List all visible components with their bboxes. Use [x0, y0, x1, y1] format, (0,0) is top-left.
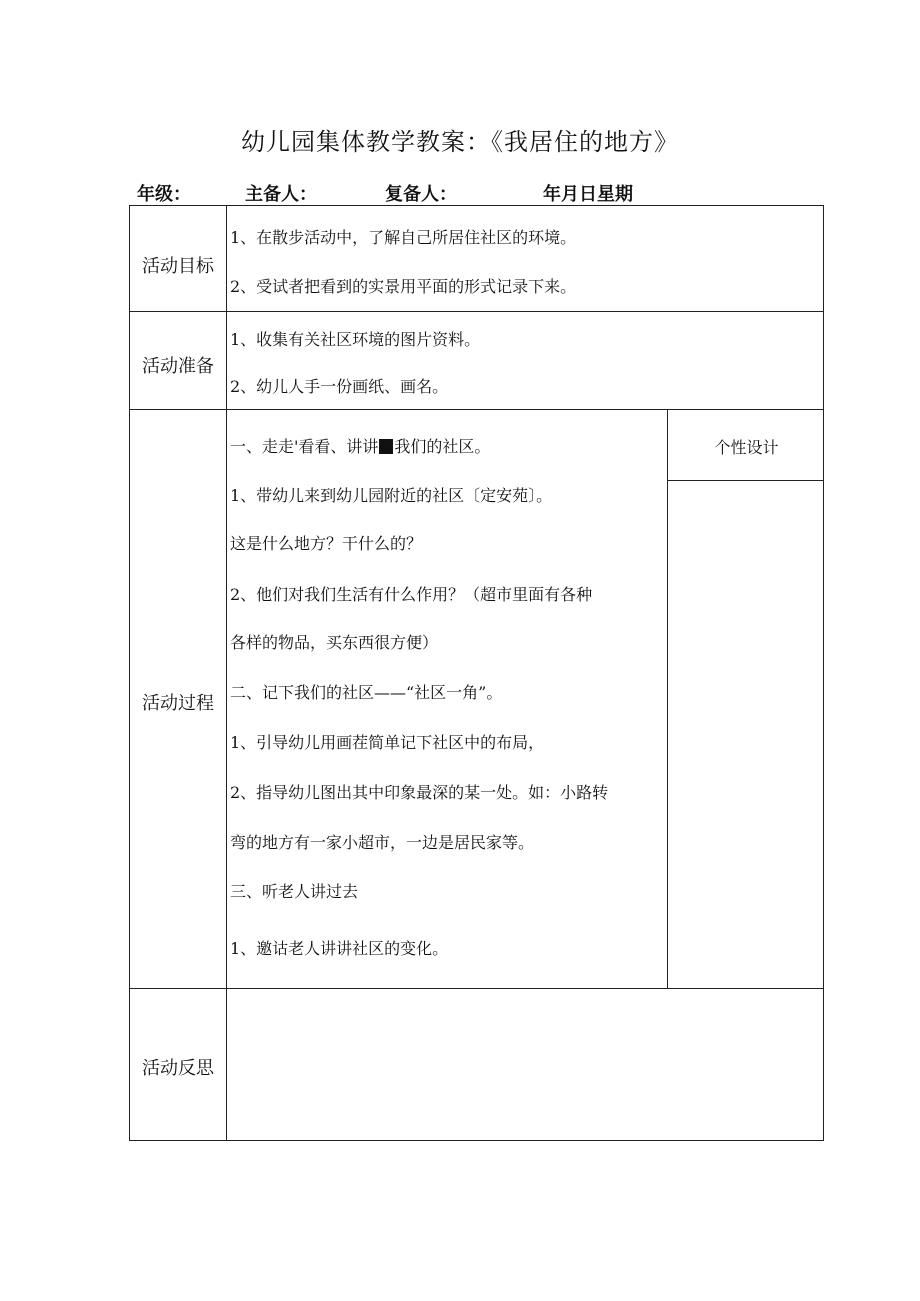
lesson-plan-table	[129, 205, 824, 1141]
row-divider	[130, 311, 823, 312]
process-line-end: 我们的社区。	[394, 437, 491, 456]
goal-line: 2、受试者把看到的实景用平面的形式记录下来。	[230, 277, 577, 296]
process-line: 二、记下我们的社区——“社区一角”。	[230, 683, 503, 702]
document-title: 幼儿园集体教学教案：《我居住的地方》	[241, 128, 679, 156]
process-line: 1、邀诂老人讲讲社区的变化。	[230, 939, 449, 958]
reviewer-label: 复备人：	[385, 184, 457, 205]
side-column-divider	[667, 409, 668, 988]
process-line: 三、听老人讲过去	[230, 882, 359, 901]
process-line: 2、指导幼儿图出其中印象最深的某一处。如：小路转	[230, 783, 609, 802]
grade-label: 年级：	[137, 184, 191, 205]
date-label: 年月日星期	[543, 184, 633, 205]
redaction-block	[379, 439, 393, 454]
process-line: 1、引导幼儿用画茬简单记下社区中的布局，	[230, 733, 545, 752]
process-line: 弯的地方有一家小超市，一边是居民家等。	[230, 833, 535, 852]
process-line: 这是什么地方？干什么的？	[230, 534, 423, 553]
process-line: 2、他们对我们生活有什么作用？（超市里面有各种	[230, 585, 593, 604]
prep-line: 1、收集有关社区环境的图片资料。	[230, 330, 481, 349]
host-label: 主备人：	[245, 184, 317, 205]
process-line: 1、带幼儿来到幼儿园附近的社区〔定安苑〕。	[230, 486, 553, 505]
goal-line: 1、在散步活动中，了解自己所居住社区的环境。	[230, 228, 577, 247]
process-label: 活动过程	[142, 693, 214, 714]
side-header-divider	[667, 480, 823, 481]
process-line: 各样的物品，买东西很方便）	[230, 633, 439, 652]
goal-label: 活动目标	[142, 256, 214, 277]
row-divider	[130, 409, 823, 410]
process-line	[230, 434, 490, 457]
process-line-start: 一、走走'看看、讲讲	[230, 437, 379, 456]
personal-design-header: 个性设计	[714, 438, 779, 457]
prep-label: 活动准备	[142, 356, 214, 377]
reflection-label: 活动反思	[142, 1058, 214, 1079]
prep-line: 2、幼儿人手一份画纸、画名。	[230, 377, 449, 396]
reflection-content-area[interactable]	[227, 989, 823, 1140]
